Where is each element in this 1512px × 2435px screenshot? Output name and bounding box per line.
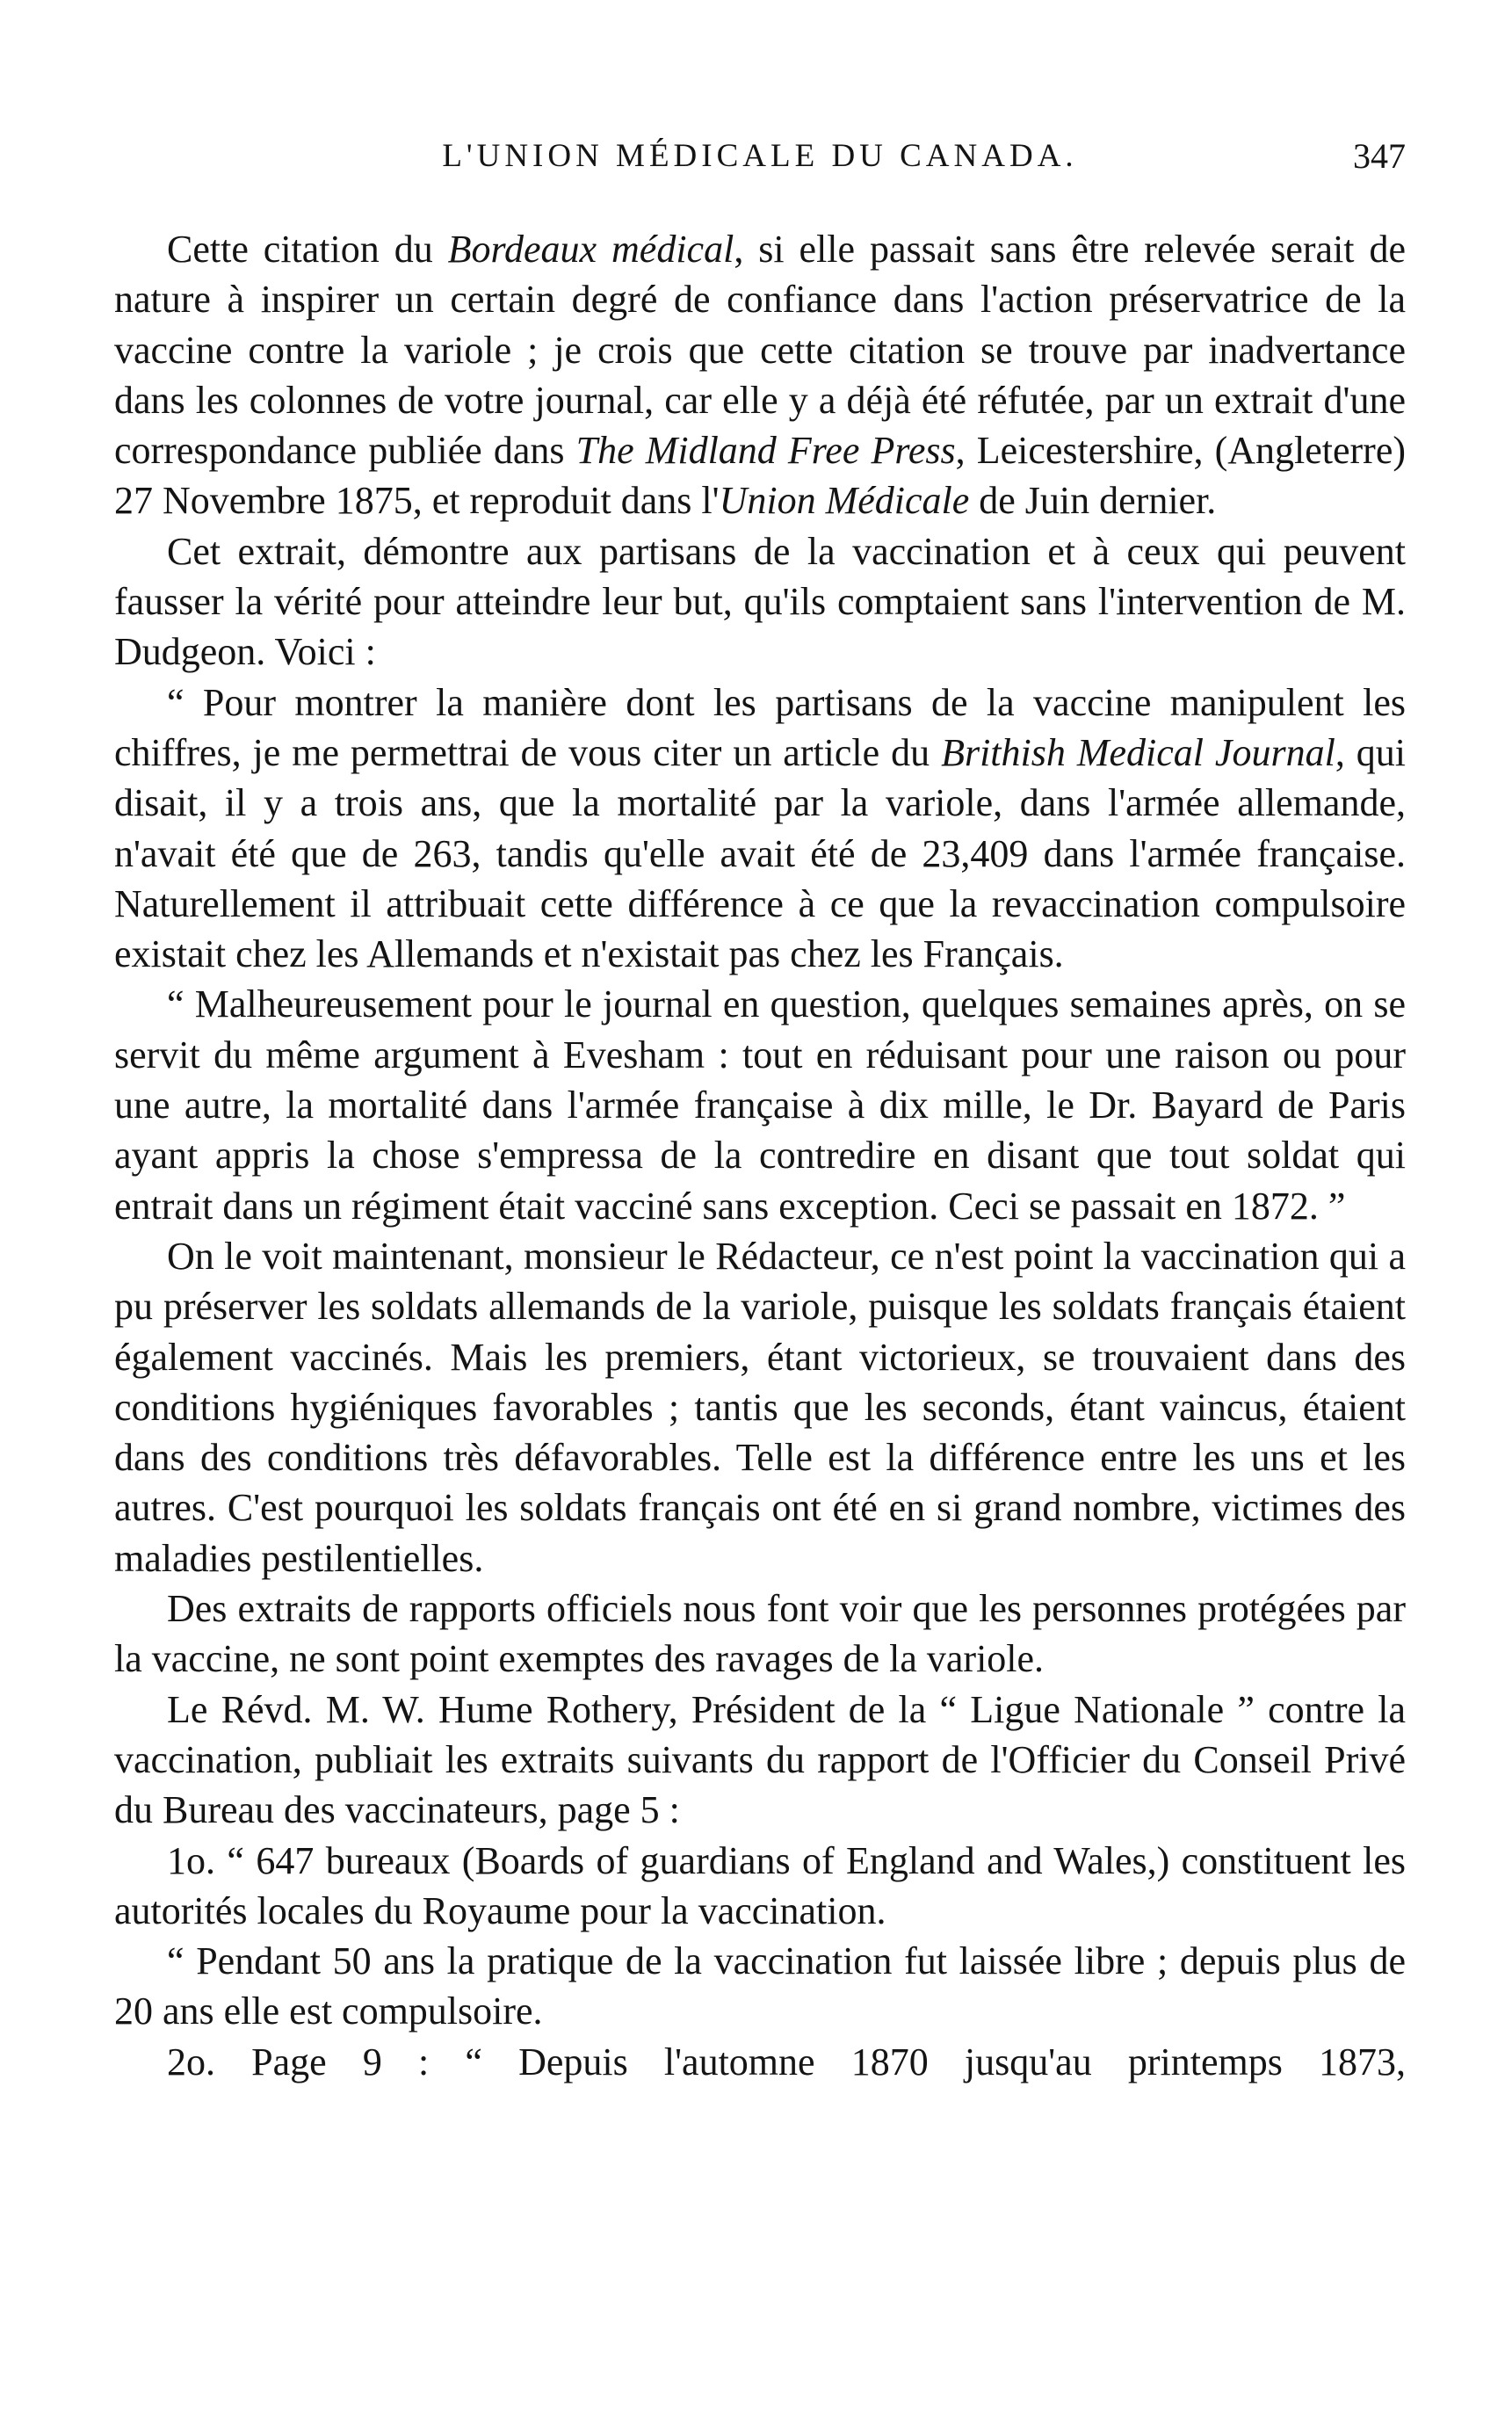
text-run: On le voit maintenant, monsieur le Rédacteur, ce n'est point la vaccination qui a pu préserver les soldats allemands de la variole, puisque les soldats français étaient également vaccinés. Mais les premiers, étant victorieux, se trouvaient dans des conditions hygiéniques favorables ; tantis que les seconds, étant vaincus, étaient dans des conditions très défavorables. Telle est la différence entre les uns et les autres. C'est pourquoi les soldats français ont été en si grand nombre, victimes des maladies pestilentielles.	[114, 1234, 1406, 1580]
text-run: , Leicestershire, (Angleterre) 27 Novembre 1875, et reproduit dans l'	[114, 429, 1407, 523]
article-body	[114, 224, 1406, 2087]
paragraph-5	[114, 1231, 1406, 1583]
italic-title: The Midland Free Press	[575, 429, 956, 473]
paragraph-4	[114, 979, 1406, 1230]
text-run: 1o. “ 647 bureaux (Boards of guardians of England and Wales,) constituent les autorités locales du Royaume pour la vaccination.	[114, 1838, 1406, 1932]
paragraph-10	[114, 2037, 1406, 2087]
paragraph-7	[114, 1685, 1406, 1836]
paragraph-3	[114, 678, 1406, 980]
text-run: Cet extrait, démontre aux partisans de la vaccination et à ceux qui peuvent fausser la vérité pour atteindre leur but, qu'ils comptaient sans l'intervention de M. Dudgeon. Voici :	[114, 529, 1406, 674]
text-run: “ Pendant 50 ans la pratique de la vaccination fut laissée libre ; depuis plus de 20 ans elle est compulsoire.	[114, 1939, 1406, 2033]
paragraph-1	[114, 224, 1406, 526]
paragraph-2	[114, 526, 1406, 678]
paragraph-6	[114, 1583, 1406, 1685]
text-run: “ Malheureusement pour le journal en question, quelques semaines après, on se servit du même argument à Evesham : tout en réduisant pour une raison ou pour une autre, la mortalité dans l'armée française à dix mille, le Dr. Bayard de Paris ayant appris la chose s'empressa de la contredire en disant que tout soldat qui entrait dans un régiment était vacciné sans exception. Ceci se passait en 1872. ”	[114, 982, 1406, 1228]
text-run: 2o. Page 9 : “ Depuis l'automne 1870 jusqu'au printemps 1873,	[167, 2040, 1406, 2084]
paragraph-8	[114, 1836, 1406, 1937]
journal-title: L'UNION MÉDICALE DU CANADA.	[442, 138, 1078, 174]
running-head	[114, 130, 1406, 183]
text-run: , si elle passait sans être relevée serait de nature à inspirer un certain degré de confiance dans l'action préservatrice de la vaccine contre la variole ; je crois que cette citation se trouve par inadvertance dans les colonnes de votre journal, car elle y a déjà été réfutée, par un extrait d'une correspondance publiée dans	[114, 228, 1406, 473]
italic-title: Brithish Medical Journal	[941, 730, 1335, 774]
italic-title: Bordeaux médical	[447, 228, 734, 271]
text-run: Cette citation du	[167, 228, 448, 271]
text-run: Le Révd. M. W. Hume Rothery, Président de la “ Ligue Nationale ” contre la vaccination, publiait les extraits suivants du rapport de l'Officier du Conseil Privé du Bureau des vaccinateurs, page 5 :	[114, 1687, 1406, 1832]
text-run: de Juin dernier.	[969, 479, 1217, 523]
paragraph-9	[114, 1936, 1406, 2037]
text-run: , qui disait, il y a trois ans, que la mortalité par la variole, dans l'armée allemande, n'avait été que de 263, tandis qu'elle avait été de 23,409 dans l'armée française. Naturellement il attribuait cette différence à ce que la revaccination compulsoire existait chez les Allemands et n'existait pas chez les Français.	[114, 730, 1406, 976]
text-run: Des extraits de rapports officiels nous font voir que les personnes protégées par la vaccine, ne sont point exemptes des ravages de la variole.	[114, 1587, 1406, 1681]
page-number: 347	[1353, 136, 1406, 176]
text-run: “ Pour montrer la manière dont les partisans de la vaccine manipulent les chiffres, je me permettrai de vous citer un article du	[114, 680, 1406, 774]
italic-title: Union Médicale	[719, 479, 970, 523]
